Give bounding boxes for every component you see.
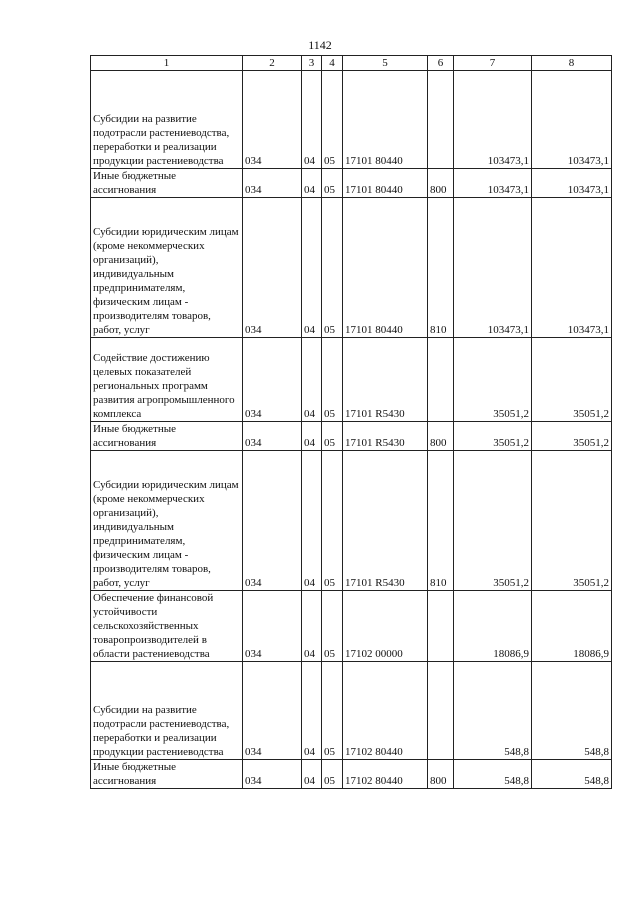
table-row [91,198,612,338]
row-name: Субсидии юридическим лицам (кроме некоммерческих организаций), индивидуальным предпринимателям, физическим лицам - производителям товаров, работ, услуг [91,198,243,338]
ministry-code: 034 [243,591,302,662]
amount-year-2: 35051,2 [532,338,612,422]
table-row [91,591,612,662]
amount-year-2: 103473,1 [532,198,612,338]
ministry-code: 034 [243,662,302,760]
amount-year-1: 548,8 [454,760,532,789]
column-header: 1 [91,56,243,71]
section-code: 04 [302,451,322,591]
amount-year-2: 103473,1 [532,169,612,198]
amount-year-1: 103473,1 [454,71,532,169]
table-row [91,169,612,198]
target-article-code: 17101 R5430 [343,422,428,451]
ministry-code: 034 [243,338,302,422]
table-row [91,71,612,169]
ministry-code: 034 [243,198,302,338]
section-code: 04 [302,198,322,338]
target-article-code: 17101 80440 [343,71,428,169]
expense-type-code [428,662,454,760]
ministry-code: 034 [243,451,302,591]
row-name: Иные бюджетные ассигнования [91,422,243,451]
subsection-code: 05 [322,338,343,422]
row-name: Содействие достижению целевых показателей региональных программ развития агропромышленного комплекса [91,338,243,422]
amount-year-1: 103473,1 [454,169,532,198]
target-article-code: 17102 80440 [343,760,428,789]
expense-type-code: 800 [428,760,454,789]
section-code: 04 [302,422,322,451]
section-code: 04 [302,662,322,760]
table-row [91,760,612,789]
column-header: 3 [302,56,322,71]
target-article-code: 17101 80440 [343,198,428,338]
table-row [91,662,612,760]
amount-year-1: 35051,2 [454,338,532,422]
section-code: 04 [302,591,322,662]
amount-year-1: 548,8 [454,662,532,760]
row-name: Субсидии на развитие подотрасли растениеводства, переработки и реализации продукции растениеводства [91,71,243,169]
row-name: Иные бюджетные ассигнования [91,169,243,198]
expense-type-code: 800 [428,169,454,198]
amount-year-2: 548,8 [532,760,612,789]
amount-year-2: 103473,1 [532,71,612,169]
amount-year-2: 548,8 [532,662,612,760]
expense-type-code: 800 [428,422,454,451]
target-article-code: 17101 R5430 [343,338,428,422]
amount-year-1: 103473,1 [454,198,532,338]
target-article-code: 17101 80440 [343,169,428,198]
subsection-code: 05 [322,591,343,662]
row-name: Обеспечение финансовой устойчивости сельскохозяйственных товаропроизводителей в области растениеводства [91,591,243,662]
expense-type-code [428,338,454,422]
target-article-code: 17102 00000 [343,591,428,662]
ministry-code: 034 [243,422,302,451]
row-name: Субсидии юридическим лицам (кроме некоммерческих организаций), индивидуальным предпринимателям, физическим лицам - производителям товаров, работ, услуг [91,451,243,591]
subsection-code: 05 [322,451,343,591]
budget-table [90,55,612,789]
column-header: 4 [322,56,343,71]
page-number: 1142 [308,38,332,52]
table-row [91,451,612,591]
column-number-row [91,56,612,71]
column-header: 2 [243,56,302,71]
subsection-code: 05 [322,662,343,760]
column-header: 5 [343,56,428,71]
subsection-code: 05 [322,198,343,338]
subsection-code: 05 [322,71,343,169]
expense-type-code [428,591,454,662]
amount-year-2: 35051,2 [532,422,612,451]
column-header: 7 [454,56,532,71]
column-header: 6 [428,56,454,71]
expense-type-code: 810 [428,451,454,591]
column-header: 8 [532,56,612,71]
subsection-code: 05 [322,760,343,789]
expense-type-code [428,71,454,169]
section-code: 04 [302,338,322,422]
amount-year-2: 35051,2 [532,451,612,591]
section-code: 04 [302,71,322,169]
amount-year-1: 35051,2 [454,451,532,591]
expense-type-code: 810 [428,198,454,338]
table-row [91,338,612,422]
table-row [91,422,612,451]
amount-year-1: 35051,2 [454,422,532,451]
subsection-code: 05 [322,169,343,198]
subsection-code: 05 [322,422,343,451]
row-name: Субсидии на развитие подотрасли растениеводства, переработки и реализации продукции растениеводства [91,662,243,760]
section-code: 04 [302,169,322,198]
ministry-code: 034 [243,760,302,789]
amount-year-2: 18086,9 [532,591,612,662]
target-article-code: 17102 80440 [343,662,428,760]
amount-year-1: 18086,9 [454,591,532,662]
section-code: 04 [302,760,322,789]
ministry-code: 034 [243,71,302,169]
ministry-code: 034 [243,169,302,198]
target-article-code: 17101 R5430 [343,451,428,591]
row-name: Иные бюджетные ассигнования [91,760,243,789]
